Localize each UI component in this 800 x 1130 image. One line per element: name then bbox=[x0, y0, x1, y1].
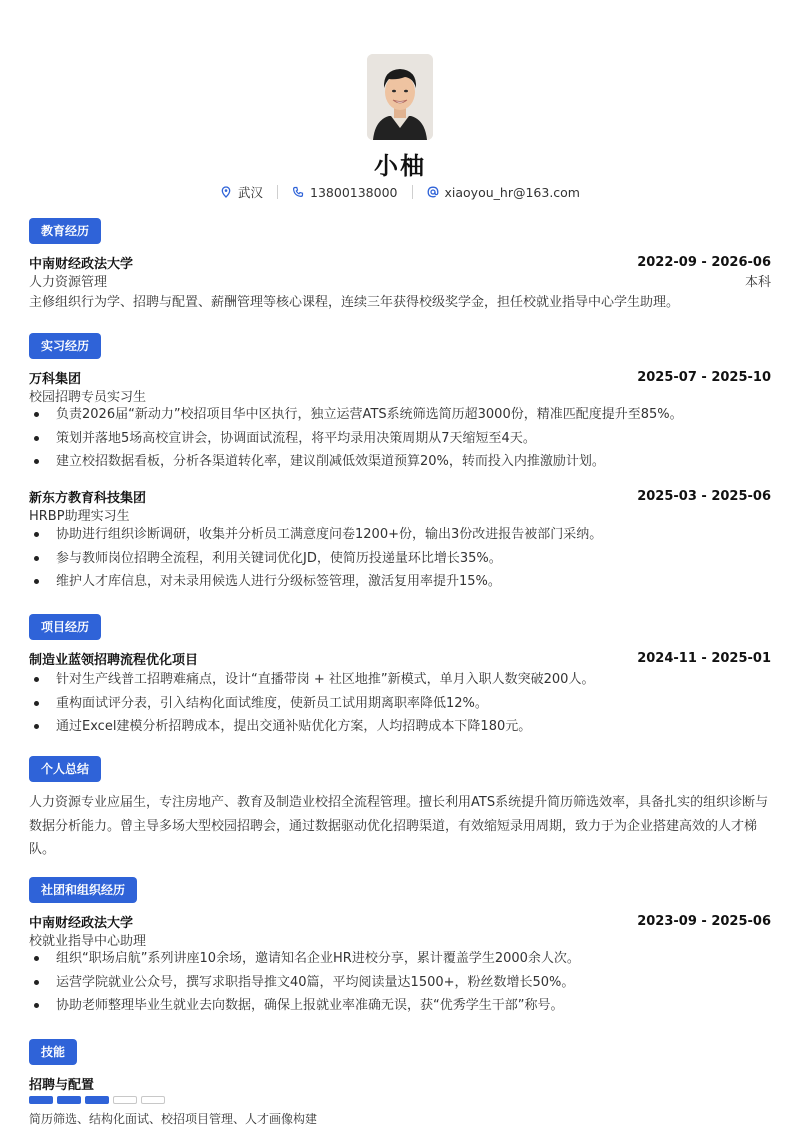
section-header-activities: 社团和组织经历 bbox=[29, 877, 137, 903]
internship-row bbox=[29, 486, 771, 506]
skill-level-segment-empty bbox=[113, 1096, 137, 1104]
skill-level-segment-filled bbox=[85, 1096, 109, 1104]
internship-dates: 2025-07 - 2025-10 bbox=[637, 369, 771, 385]
major: 人力资源管理 bbox=[29, 274, 108, 290]
section-header-skills: 技能 bbox=[29, 1039, 77, 1065]
location-text: 武汉 bbox=[238, 185, 264, 200]
bullet-item: 针对生产线普工招聘难痛点，设计“直播带岗 + 社区地推”新模式，单月入职人数突破200人。 bbox=[29, 670, 771, 694]
section-header-education: 教育经历 bbox=[29, 218, 101, 244]
project-row bbox=[29, 648, 771, 668]
skill-level-segment-filled bbox=[29, 1096, 53, 1104]
education-dates: 2022-09 - 2026-06 bbox=[637, 254, 771, 270]
section-header-internships: 实习经历 bbox=[29, 333, 101, 359]
bullet-item: 建立校招数据看板，分析各渠道转化率，建议削减低效渠道预算20%，转而投入内推激励计划。 bbox=[29, 452, 771, 476]
education-description: 主修组织行为学、招聘与配置、薪酬管理等核心课程，连续三年获得校级奖学金，担任校就业指导中心学生助理。 bbox=[29, 295, 680, 310]
summary-text bbox=[29, 791, 771, 862]
organization-name: 中南财经政法大学 bbox=[29, 915, 134, 931]
summary-line: 人力资源专业应届生，专注房地产、教育及制造业校招全流程管理。擅长利用ATS系统提升简历筛选效率，具备扎实的组织诊断与 bbox=[29, 795, 769, 810]
project-dates: 2024-11 - 2025-01 bbox=[637, 650, 771, 666]
contact-email[interactable] bbox=[427, 185, 581, 200]
internship-bullets bbox=[29, 525, 771, 596]
company-name: 新东方教育科技集团 bbox=[29, 490, 147, 506]
bullet-item: 重构面试评分表，引入结构化面试维度，使新员工试用期离职率降低12%。 bbox=[29, 694, 771, 718]
phone-icon bbox=[292, 186, 304, 198]
bullet-item: 协助老师整理毕业生就业去向数据，确保上报就业率准确无误，获“优秀学生干部”称号。 bbox=[29, 996, 771, 1020]
bullet-item: 参与教师岗位招聘全流程，利用关键词优化JD，使简历投递量环比增长35%。 bbox=[29, 549, 771, 573]
contact-location bbox=[220, 183, 263, 201]
bullet-item: 运营学院就业公众号，撰写求职指导推文40篇，平均阅读量达1500+，粉丝数增长50%。 bbox=[29, 973, 771, 997]
internship-bullets bbox=[29, 405, 771, 476]
job-role: HRBP助理实习生 bbox=[29, 508, 130, 524]
activity-dates: 2023-09 - 2025-06 bbox=[637, 913, 771, 929]
bullet-item: 策划并落地5场高校宣讲会，协调面试流程，将平均录用决策周期从7天缩短至4天。 bbox=[29, 429, 771, 453]
email-text: xiaoyou_hr@163.com bbox=[444, 184, 580, 200]
project-bullets bbox=[29, 670, 771, 741]
company-name: 万科集团 bbox=[29, 371, 82, 387]
contact-phone bbox=[292, 185, 397, 200]
internship-role-row bbox=[29, 385, 771, 405]
activity-row bbox=[29, 911, 771, 931]
skill-level-segment-empty bbox=[141, 1096, 165, 1104]
skill-level-bar bbox=[29, 1096, 165, 1104]
skill-name: 招聘与配置 bbox=[29, 1078, 95, 1093]
internship-dates: 2025-03 - 2025-06 bbox=[637, 488, 771, 504]
divider bbox=[277, 185, 278, 199]
education-row bbox=[29, 252, 771, 272]
profile-photo bbox=[367, 54, 433, 140]
internship-role-row bbox=[29, 504, 771, 524]
project-name: 制造业蓝领招聘流程优化项目 bbox=[29, 652, 199, 668]
bullet-item: 通过Excel建模分析招聘成本，提出交通补贴优化方案，人均招聘成本下降180元。 bbox=[29, 717, 771, 741]
divider bbox=[412, 185, 413, 199]
section-header-projects: 项目经历 bbox=[29, 614, 101, 640]
summary-line: 队。 bbox=[29, 842, 56, 857]
location-pin-icon bbox=[220, 186, 232, 198]
bullet-item: 协助进行组织诊断调研，收集并分析员工满意度问卷1200+份，输出3份改进报告被部门采纳。 bbox=[29, 525, 771, 549]
contact-bar bbox=[0, 183, 800, 201]
internship-row bbox=[29, 367, 771, 387]
summary-line: 数据分析能力。曾主导多场大型校园招聘会，通过数据驱动优化招聘渠道，有效缩短录用周期，致力于为企业搭建高效的人才梯 bbox=[29, 818, 758, 834]
skill-description: 简历筛选、结构化面试、校招项目管理、人才画像构建 bbox=[29, 1112, 318, 1126]
education-sub-row bbox=[29, 270, 771, 290]
at-sign-icon bbox=[427, 186, 439, 198]
bullet-item: 维护人才库信息，对未录用候选人进行分级标签管理，激活复用率提升15%。 bbox=[29, 572, 771, 596]
degree: 本科 bbox=[744, 274, 771, 290]
section-header-summary: 个人总结 bbox=[29, 756, 101, 782]
school-name: 中南财经政法大学 bbox=[29, 256, 134, 272]
activity-role: 校就业指导中心助理 bbox=[29, 933, 147, 949]
bullet-item: 组织“职场启航”系列讲座10余场，邀请知名企业HR进校分享，累计覆盖学生2000余人次。 bbox=[29, 949, 771, 973]
skill-level-segment-filled bbox=[57, 1096, 81, 1104]
activity-role-row bbox=[29, 929, 771, 949]
phone-text: 13800138000 bbox=[310, 184, 398, 200]
job-role: 校园招聘专员实习生 bbox=[29, 389, 147, 405]
avatar bbox=[367, 54, 433, 140]
activity-bullets bbox=[29, 949, 771, 1020]
candidate-name: 小柚 bbox=[374, 152, 426, 180]
bullet-item: 负责2026届“新动力”校招项目华中区执行，独立运营ATS系统筛选简历超3000份，精准匹配度提升至85%。 bbox=[29, 405, 771, 429]
